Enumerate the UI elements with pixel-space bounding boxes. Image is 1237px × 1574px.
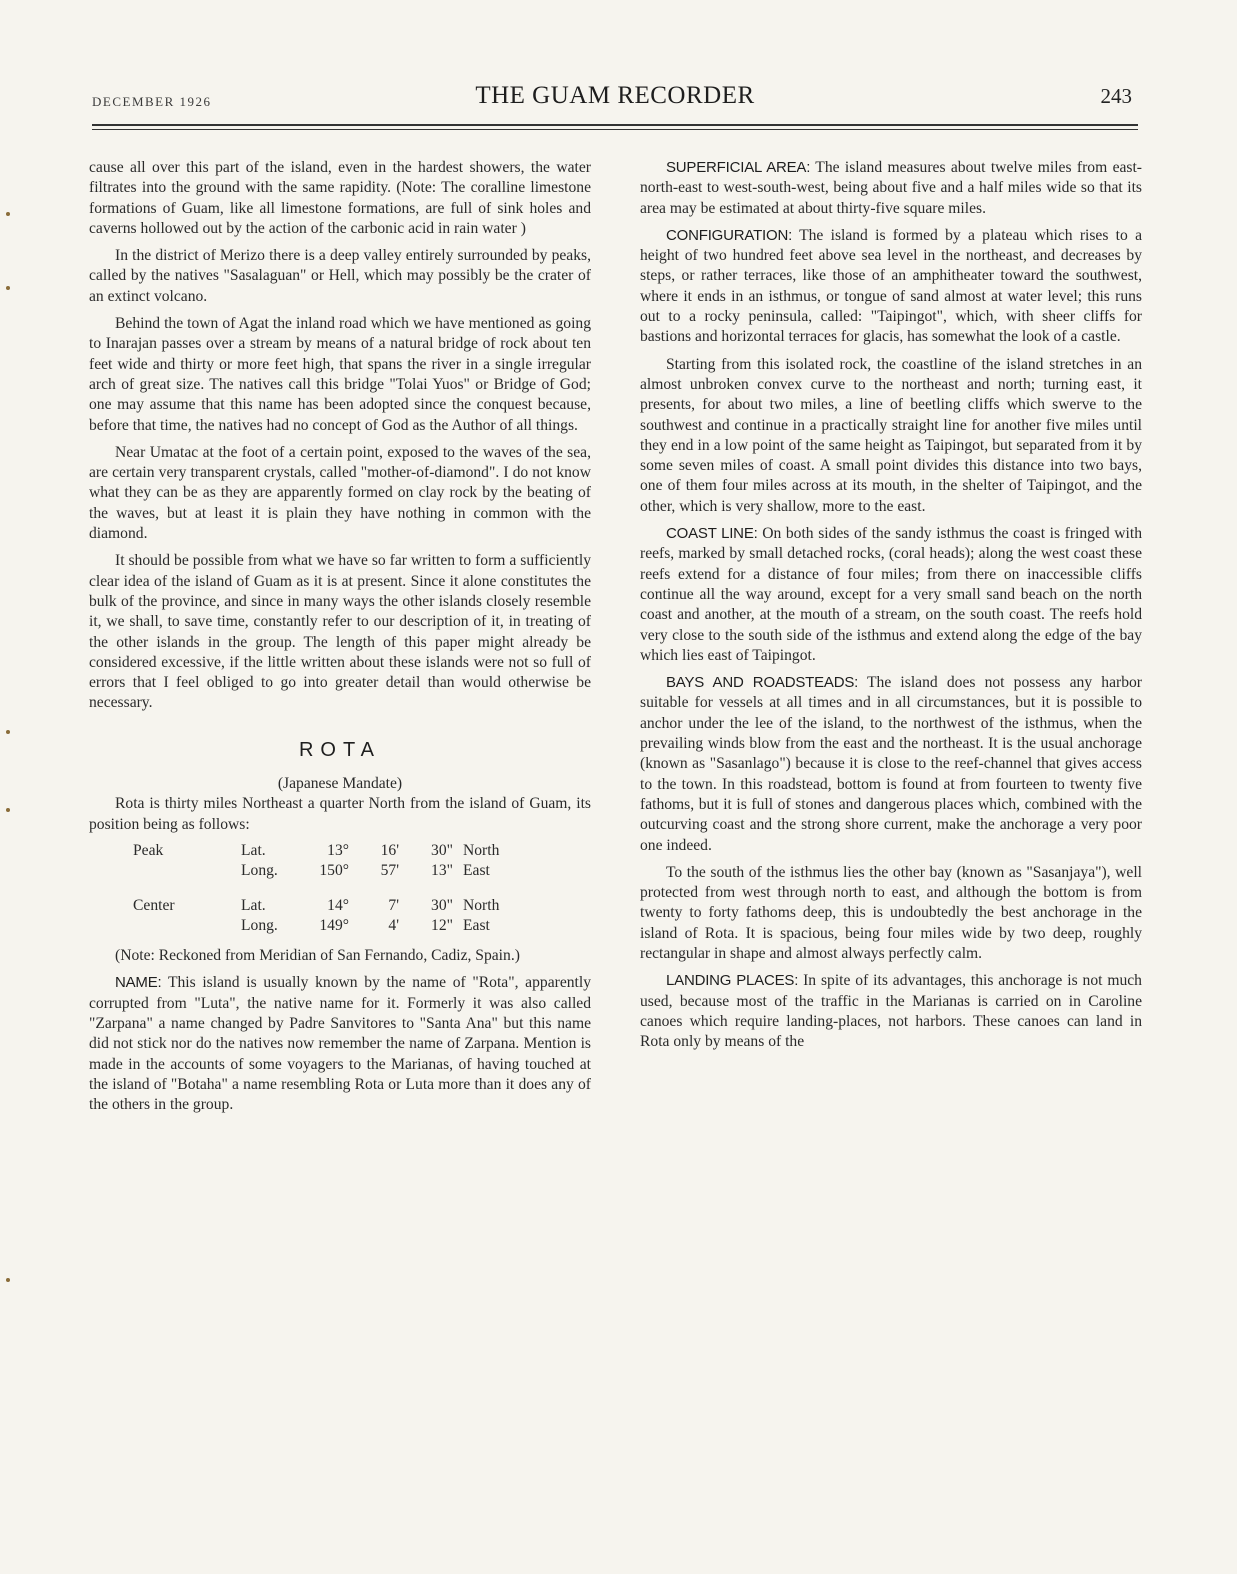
header-rule-thick bbox=[92, 124, 1138, 126]
table-spacer bbox=[133, 882, 533, 896]
paragraph-text: On both sides of the sandy isthmus the coast is fringed with reefs, marked by small detached rocks, (coral heads); along the west coast these reefs extend for a distance of four miles; from there on inaccessible cliffs continue all the way around, except for a very small sand beach on the north coast and another, at the mouth of a stream, on the south coast. The reefs hold very close to the south side of the isthmus and extend along the edge of the bay which lies east of Taipingot. bbox=[640, 525, 1142, 664]
issue-date: DECEMBER 1926 bbox=[92, 94, 212, 109]
paragraph-text: The island measures about twelve miles from east-north-east to west-south-west, being about five and a half miles wide so that its area may be estimated at about thirty-five square miles. bbox=[640, 159, 1142, 217]
coord-label: Center bbox=[133, 896, 175, 914]
paragraph-text: The island is formed by a plateau which rises to a height of two hundred feet above sea level in the northeast, and decreases by steps, or rather terraces, like those of an amphitheater toward the southwest, where it ends in an isthmus, or tongue of sand almost at water level; this runs out to a rocky peninsula, called: "Taipingot", which, with sheer cliffs for bastions and horizontal terraces for glacis, has somewhat the look of a castle. bbox=[640, 226, 1143, 346]
paragraph bbox=[640, 226, 1142, 348]
margin-speck bbox=[6, 808, 10, 812]
margin-speck bbox=[6, 212, 10, 216]
coord-kind: Long. bbox=[241, 862, 278, 880]
paragraph: In the district of Merizo there is a deep valley entirely surrounded by peaks, called by the natives "Sasalaguan" or Hell, which may possibly be the crater of an extinct volcano. bbox=[89, 247, 591, 305]
coord-label bbox=[133, 916, 241, 936]
paragraph: Behind the town of Agat the inland road which we have mentioned as going to Inarajan passes over a stream by means of a natural bridge of rock about ten feet wide and thirty or more feet high, that spans the river in a single irregular arch of great size. The natives call this bridge "Tolai Yuos" or Bridge of God; one may assume that this name has been adopted since the conquest because, before that time, the natives had no concept of God as the Author of all things. bbox=[89, 315, 591, 434]
paragraph bbox=[640, 158, 1142, 219]
coord-minutes: 4' bbox=[388, 916, 399, 934]
section-subtitle: (Japanese Mandate) bbox=[277, 775, 403, 793]
paragraph: cause all over this part of the island, even in the hardest showers, the water filtrates into the ground with the same rapidity. (Note: The coralline limestone formations of Guam, like all limestone formations, are full of sink holes and caverns hollowed out by the action of the carbonic acid in rain water ) bbox=[89, 159, 591, 237]
page-header bbox=[92, 80, 1138, 120]
coord-kind: Long. bbox=[241, 916, 278, 934]
margin-speck bbox=[6, 730, 10, 734]
right-column bbox=[640, 158, 1142, 1052]
subsection-heading: NAME: bbox=[115, 974, 162, 992]
paragraph: It should be possible from what we have so far written to form a sufficiently clear idea of the island of Guam as it is at present. Since it alone constitutes the bulk of the province, and since in many ways the other islands closely resemble it, we shall, to save time, constantly refer to our description of it, in treating of the other islands in the group. The length of this paper might already be considered excessive, if the little written about these islands were not so full of errors that I feel obliged to go into greater detail than would otherwise be necessary. bbox=[89, 552, 591, 712]
coord-degrees: 150° bbox=[319, 862, 349, 880]
coordinates-note: (Note: Reckoned from Meridian of San Fernando, Cadiz, Spain.) bbox=[115, 947, 520, 965]
coord-kind: Lat. bbox=[241, 841, 266, 859]
paragraph: To the south of the isthmus lies the other bay (known as "Sasanjaya"), well protected from west through north to east, and although the bottom is from twenty to forty fathoms deep, this is undoubtedly the best anchorage in the island of Rota. It is spacious, being four miles wide by two deep, roughly rectangular in shape and almost always perfectly calm. bbox=[640, 863, 1142, 962]
publication-title: THE GUAM RECORDER bbox=[475, 82, 755, 109]
table-row bbox=[133, 896, 533, 916]
subsection-heading: CONFIGURATION: bbox=[666, 226, 793, 244]
coord-label: Peak bbox=[133, 841, 164, 859]
coord-degrees: 13° bbox=[327, 841, 349, 859]
table-row bbox=[133, 916, 533, 936]
margin-speck bbox=[6, 286, 10, 290]
coord-seconds: 12" bbox=[431, 916, 453, 934]
coordinates-table bbox=[133, 841, 533, 936]
margin-speck bbox=[6, 1278, 10, 1282]
paragraph-text: In spite of its advantages, this anchorage is not much used, because most of the traffic in the Marianas is carried on in Caroline canoes which require landing-places, not harbors. These canoes can land in Rota only by means of the bbox=[640, 972, 1142, 1051]
paragraph bbox=[640, 971, 1142, 1052]
coord-minutes: 16' bbox=[380, 841, 399, 859]
coord-direction: North bbox=[463, 841, 500, 859]
section-title: ROTA bbox=[298, 738, 382, 761]
coord-seconds: 30" bbox=[431, 841, 453, 859]
subsection-heading: BAYS AND ROADSTEADS: bbox=[666, 674, 859, 692]
coord-direction: East bbox=[463, 916, 490, 934]
paragraph bbox=[89, 973, 591, 1115]
paragraph: Rota is thirty miles Northeast a quarter North from the island of Guam, its position being as follows: bbox=[89, 795, 591, 833]
paragraph bbox=[640, 673, 1142, 856]
coord-seconds: 13" bbox=[431, 862, 453, 880]
table-row bbox=[133, 861, 533, 881]
coord-degrees: 14° bbox=[327, 896, 349, 914]
header-rule-thin bbox=[92, 129, 1138, 130]
subsection-heading: LANDING PLACES: bbox=[666, 972, 799, 990]
paragraph: Near Umatac at the foot of a certain point, exposed to the waves of the sea, are certain very transparent crystals, called "mother-of-diamond". I do not know what they can be as they are apparently formed on clay rock by the beating of the waves, but at least it is plain they have nothing in common with the diamond. bbox=[89, 443, 591, 543]
coord-label bbox=[133, 861, 241, 881]
coord-direction: East bbox=[463, 862, 490, 880]
coord-seconds: 30" bbox=[431, 896, 453, 914]
paragraph bbox=[640, 524, 1142, 666]
coord-kind: Lat. bbox=[241, 896, 266, 914]
paragraph-text: This island is usually known by the name of "Rota", apparently corrupted from "Luta", the native name for it. Formerly it was also called "Zarpana" a name changed by Padre Sanvitores to "Santa Ana" but this name did not stick nor do the natives now remember the name of Zarpana. Mention is made in the accounts of some voyagers to the Marianas, of having touched at the island of "Botaha" a name resembling Rota or Luta more than it does any of the others in the group. bbox=[89, 974, 591, 1114]
table-row bbox=[133, 841, 533, 861]
page-number: 243 bbox=[1100, 84, 1132, 108]
coord-minutes: 57' bbox=[380, 862, 399, 880]
coord-direction: North bbox=[463, 896, 500, 914]
left-column bbox=[89, 158, 591, 1115]
subsection-heading: COAST LINE: bbox=[666, 525, 758, 543]
coord-minutes: 7' bbox=[388, 896, 399, 914]
paragraph: Starting from this isolated rock, the coastline of the island stretches in an almost unbroken convex curve to the northeast and north; turning east, it presents, for about two miles, a line of beetling cliffs which swerve to the southwest and continue in a practically straight line for another five miles until they end in a low point of the same height as Taipingot, but separated from it by some seven miles of coast. A small point divides this distance into two bays, one of them four miles across at its mouth, in the shelter of Taipingot, and the other, which is very shallow, more to the east. bbox=[640, 355, 1142, 515]
coord-degrees: 149° bbox=[319, 916, 349, 934]
subsection-heading: SUPERFICIAL AREA: bbox=[666, 159, 811, 176]
paragraph-text: The island does not possess any harbor suitable for vessels at all times and in all circumstances, but it is possible to anchor under the lee of the island, to the northwest of the isthmus, when the prevailing winds blow from the east and the northeast. It is the usual anchorage (known as "Sasanlago") because it is close to the reef-channel that gives access to the town. In this roadstead, bottom is found at from fourteen to twenty five fathoms, but it is full of stones and dangerous places which, combined with the outcurving coast and the strong shore current, make the anchorage a very poor one indeed. bbox=[640, 674, 1142, 854]
